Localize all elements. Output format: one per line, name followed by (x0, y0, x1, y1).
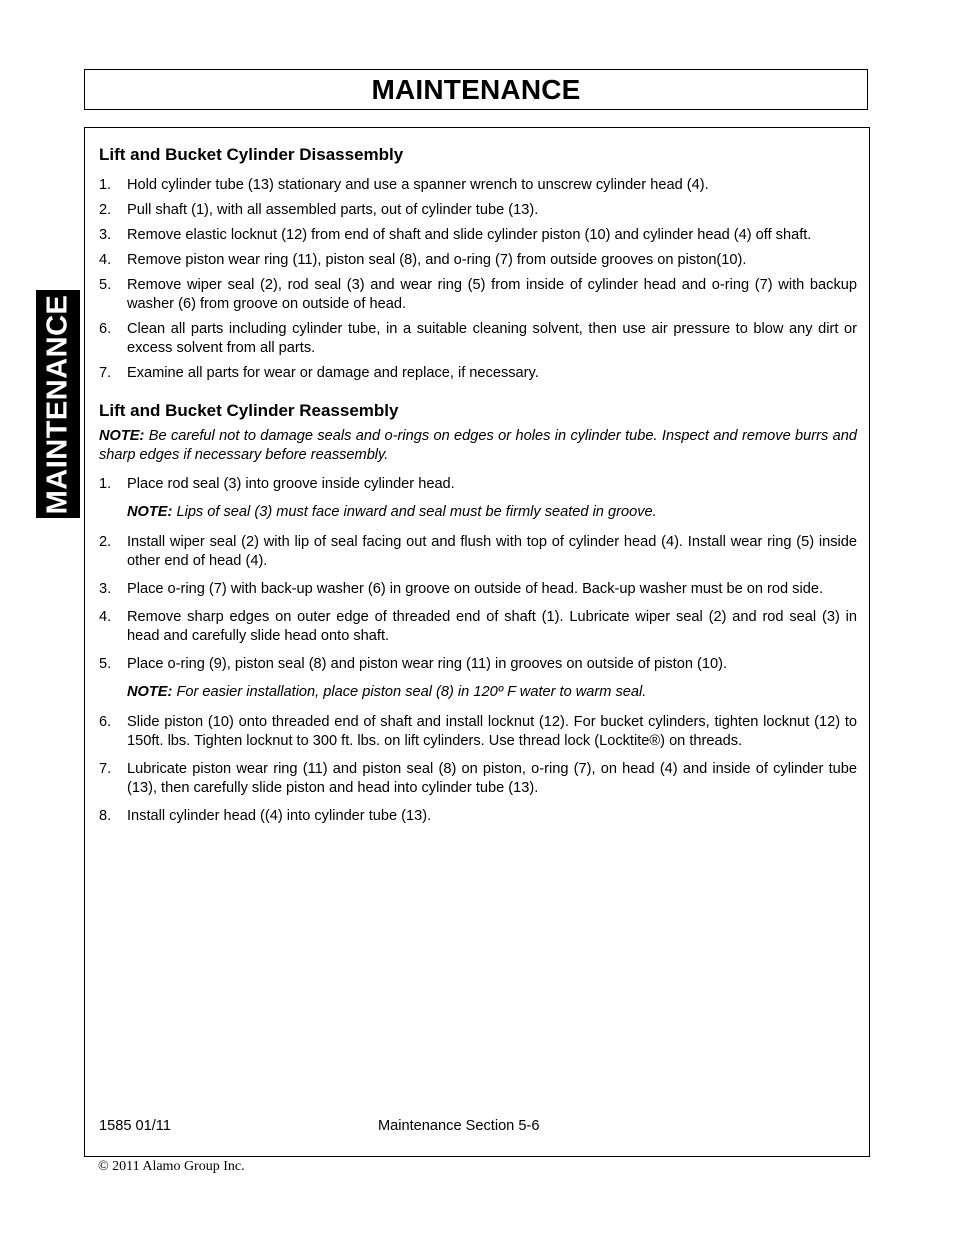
list-item (99, 475, 857, 494)
step-text: Lubricate piston wear ring (11) and piston seal (8) on piston, o-ring (7), on head (4) and inside of cylinder tube (13), then carefully slide piston and head into cylinder tube (13). (127, 761, 857, 796)
list-item (99, 580, 857, 599)
step-number: 2. (99, 534, 112, 550)
list-item (99, 807, 857, 826)
list-item (99, 655, 857, 674)
step-text: Place rod seal (3) into groove inside cylinder head. (127, 476, 455, 492)
content-body (99, 144, 857, 835)
step-number: 5. (99, 277, 112, 293)
list-item (99, 320, 857, 358)
step-text: Clean all parts including cylinder tube, in a suitable cleaning solvent, then use air pressure to blow any dirt or excess solvent from all parts. (127, 321, 857, 356)
copyright: © 2011 Alamo Group Inc. (98, 1159, 245, 1174)
step-number: 6. (99, 714, 112, 730)
disassembly-heading: Lift and Bucket Cylinder Disassembly (99, 145, 404, 164)
note-text: For easier installation, place piston seal (8) in 120º F water to warm seal. (172, 684, 647, 700)
step-number: 6. (99, 321, 112, 337)
step-note (127, 683, 857, 702)
step-number: 7. (99, 761, 112, 777)
step-text: Pull shaft (1), with all assembled parts, out of cylinder tube (13). (127, 202, 539, 218)
step-text: Hold cylinder tube (13) stationary and use a spanner wrench to unscrew cylinder head (4). (127, 177, 709, 193)
list-item (99, 276, 857, 314)
side-tab (36, 290, 80, 518)
step-text: Remove elastic locknut (12) from end of shaft and slide cylinder piston (10) and cylinder head (4) off shaft. (127, 227, 812, 243)
list-item (99, 533, 857, 571)
disassembly-steps (99, 176, 857, 383)
section-label: Maintenance Section 5-6 (378, 1118, 540, 1134)
note-label: NOTE: (127, 504, 173, 520)
step-number: 7. (99, 365, 112, 381)
list-item (99, 713, 857, 751)
note-text: Be careful not to damage seals and o-rings on edges or holes in cylinder tube. Inspect and remove burrs and sharp edges if necessary before reassembly. (99, 428, 857, 463)
step-note (127, 503, 857, 522)
content-box (84, 127, 870, 1157)
step-text: Remove wiper seal (2), rod seal (3) and wear ring (5) from inside of cylinder head and o-ring (7) with backup washer (6) from groove on outside of head. (127, 277, 857, 312)
header-box (84, 69, 868, 110)
side-tab-label: MAINTENANCE (41, 294, 74, 514)
note-label: NOTE: (127, 684, 173, 700)
step-text: Remove sharp edges on outer edge of threaded end of shaft (1). Lubricate wiper seal (2) and rod seal (3) in head and carefully slide head onto shaft. (127, 609, 857, 644)
step-number: 8. (99, 808, 112, 824)
step-number: 2. (99, 202, 112, 218)
list-item (99, 176, 857, 195)
list-item (99, 760, 857, 798)
step-number: 3. (99, 581, 112, 597)
note-label: NOTE: (99, 428, 145, 444)
step-number: 1. (99, 476, 112, 492)
doc-code: 1585 01/11 (99, 1118, 171, 1134)
step-text: Remove piston wear ring (11), piston seal (8), and o-ring (7) from outside grooves on piston(10). (127, 252, 747, 268)
list-item (99, 251, 857, 270)
step-number: 3. (99, 227, 112, 243)
step-number: 4. (99, 609, 112, 625)
step-number: 4. (99, 252, 112, 268)
list-item (99, 226, 857, 245)
reassembly-note (99, 427, 857, 465)
step-text: Examine all parts for wear or damage and replace, if necessary. (127, 365, 539, 381)
reassembly-heading: Lift and Bucket Cylinder Reassembly (99, 401, 399, 420)
step-number: 5. (99, 656, 112, 672)
step-text: Slide piston (10) onto threaded end of shaft and install locknut (12). For bucket cylinders, tighten locknut (12) to 150ft. lbs. Tighten locknut to 300 ft. lbs. on lift cylinders. Use thread lock (Locktite®) on threads. (127, 714, 857, 749)
list-item (99, 364, 857, 383)
step-text: Install wiper seal (2) with lip of seal facing out and flush with top of cylinder head (4). Install wear ring (5) inside other end of head (4). (127, 534, 857, 569)
list-item (99, 201, 857, 220)
list-item (99, 608, 857, 646)
page-title: MAINTENANCE (371, 73, 581, 105)
step-number: 1. (99, 177, 112, 193)
reassembly-steps (99, 475, 857, 826)
step-text: Place o-ring (7) with back-up washer (6) in groove on outside of head. Back-up washer must be on rod side. (127, 581, 823, 597)
step-text: Install cylinder head ((4) into cylinder tube (13). (127, 808, 432, 824)
note-text: Lips of seal (3) must face inward and seal must be firmly seated in groove. (172, 504, 657, 520)
step-text: Place o-ring (9), piston seal (8) and piston wear ring (11) in grooves on outside of piston (10). (127, 656, 728, 672)
